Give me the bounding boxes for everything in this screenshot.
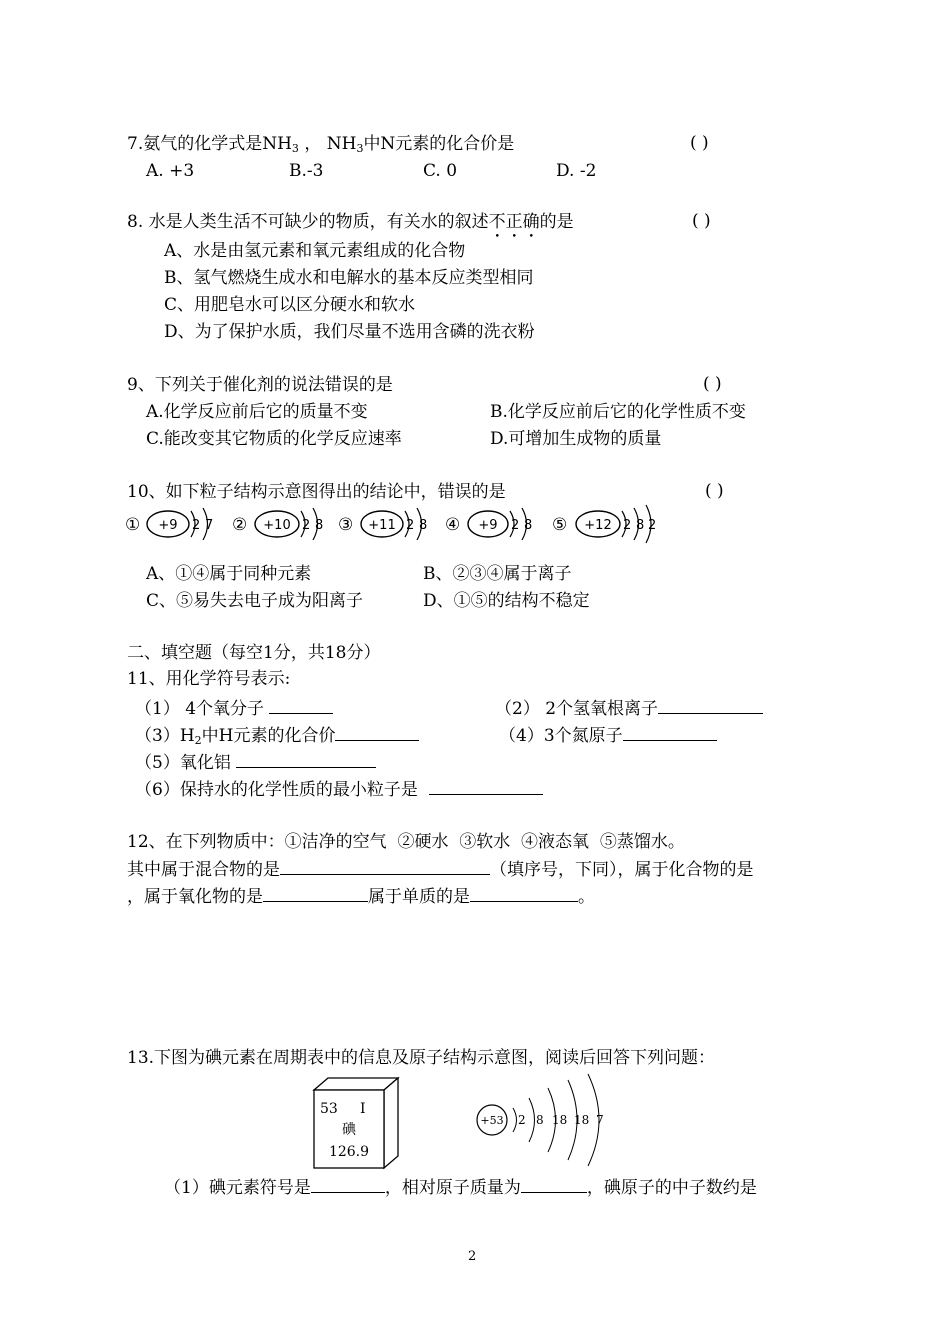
iodine-element-card — [306, 1076, 406, 1172]
answer-blank[interactable] — [269, 697, 333, 714]
diagram-number: ④ — [445, 515, 461, 535]
shell-count: 8 — [636, 518, 645, 533]
section-title: 二、填空题（每空1分，共18分） — [127, 643, 381, 663]
nucleus-charge: +9 — [158, 518, 178, 533]
electron-shell — [513, 1108, 517, 1132]
answer-blank[interactable] — [429, 778, 543, 795]
atomic-mass: 126.9 — [328, 1144, 370, 1160]
q12-line-2: 其中属于混合物的是 （填序号，下同），属于化合物的是 — [127, 860, 754, 880]
shell-count: 2 — [648, 518, 657, 533]
answer-blank[interactable] — [263, 885, 368, 902]
diagram-number: ③ — [338, 515, 354, 535]
answer-blank[interactable] — [658, 697, 763, 714]
q7-stem: 7.氨气的化学式是$NH_3$ ， $NH_3$中N元素的化合价是 — [127, 134, 515, 155]
q10-option-d: D、①⑤的结构不稳定 — [423, 591, 590, 611]
atomic-number: 53 — [320, 1101, 338, 1117]
q8-option-b: B、氢气燃烧生成水和电解水的基本反应类型相同 — [164, 268, 534, 288]
q7-option-a: A. +3 — [146, 161, 195, 181]
q10-option-a: A、①④属于同种元素 — [146, 564, 312, 584]
q10-option-b: B、②③④属于离子 — [423, 564, 572, 584]
atom-diagram-2 — [232, 508, 323, 540]
answer-blank[interactable] — [470, 885, 578, 902]
q9-option-b: B.化学反应前后它的化学性质不变 — [490, 402, 746, 422]
q12-line-3: ，属于氧化物的是 属于单质的是 。 — [127, 887, 595, 907]
q8-option-c: C、用肥皂水可以区分硬水和软水 — [164, 295, 416, 315]
q8-stem: 8. 水是人类生活不可缺少的物质，有关水的叙述不正确的是 — [127, 212, 574, 232]
diagram-number: ② — [232, 515, 248, 535]
q13-stem: 13.下图为碘元素在周期表中的信息及原子结构示意图，阅读后回答下列问题： — [127, 1048, 716, 1068]
nucleus-charge: +53 — [480, 1114, 504, 1127]
q10-option-c: C、⑤易失去电子成为阳离子 — [146, 591, 364, 611]
q11-item-3: $(3)H_2$中H元素的化合价 — [135, 724, 419, 752]
q11-item-6: （6）保持水的化学性质的最小粒子是 — [135, 778, 543, 801]
diagram-number: ⑤ — [552, 515, 568, 535]
nucleus-charge: +9 — [478, 518, 498, 533]
answer-blank[interactable] — [236, 751, 376, 768]
nucleus-charge: +12 — [584, 518, 612, 533]
shell-count: 2 — [518, 1113, 526, 1127]
shell-count: 18 — [552, 1113, 568, 1127]
q13-sub-question-1: （1）碘元素符号是 ，相对原子质量为 ，碘原子的中子数约是 — [164, 1178, 757, 1198]
q7-option-b: B.-3 — [289, 161, 324, 181]
diagram-number: ① — [125, 515, 141, 535]
shell-count: 2 — [406, 518, 415, 533]
q8-answer-paren: ( ) — [692, 211, 711, 231]
shell-count: 8 — [315, 518, 324, 533]
card-side-face — [384, 1078, 398, 1168]
answer-blank[interactable] — [311, 1176, 385, 1193]
shell-count: 8 — [419, 518, 428, 533]
answer-blank[interactable] — [623, 724, 717, 741]
q12-line-1: 12、在下列物质中：①洁净的空气 ②硬水 ③软水 ④液态氧 ⑤蒸馏水。 — [127, 832, 685, 852]
answer-blank[interactable] — [521, 1176, 587, 1193]
answer-blank[interactable] — [335, 724, 419, 741]
iodine-atom-diagram — [474, 1072, 624, 1168]
q11-item-1: （1） 4个氧分子 — [135, 697, 333, 720]
q11-item-4: （4）3个氮原子 — [499, 724, 717, 747]
atom-diagram-5 — [552, 505, 656, 543]
q10-answer-paren: ( ) — [705, 481, 724, 501]
q9-stem: 9、下列关于催化剂的说法错误的是 — [127, 375, 393, 395]
shell-count: 18 — [574, 1113, 590, 1127]
shell-count: 2 — [623, 518, 632, 533]
shell-count: 7 — [596, 1113, 604, 1127]
q9-option-c: C.能改变其它物质的化学反应速率 — [146, 429, 402, 449]
electron-shell — [529, 1098, 535, 1142]
q7-answer-paren: ( ) — [690, 133, 709, 153]
atom-diagram-1 — [125, 508, 213, 540]
q9-answer-paren: ( ) — [703, 374, 722, 394]
shell-count: 2 — [302, 518, 311, 533]
q11-item-2: （2） 2个氢氧根离子 — [495, 697, 763, 720]
shell-count: 7 — [205, 518, 214, 533]
q11-stem: 11、用化学符号表示: — [127, 669, 291, 689]
q9-option-d: D.可增加生成物的质量 — [490, 429, 662, 449]
nucleus-charge: +11 — [368, 518, 396, 533]
nucleus-charge: +10 — [263, 518, 291, 533]
element-name: 碘 — [342, 1122, 356, 1138]
element-symbol: I — [360, 1101, 366, 1117]
q8-option-d: D、为了保护水质，我们尽量不选用含磷的洗衣粉 — [164, 322, 535, 342]
q10-atom-diagrams — [125, 502, 665, 548]
shell-count: 2 — [511, 518, 520, 533]
answer-blank[interactable] — [280, 858, 490, 875]
shell-count: 8 — [524, 518, 533, 533]
q9-option-a: A.化学反应前后它的质量不变 — [146, 402, 368, 422]
page-number: 2 — [468, 1249, 477, 1264]
q7-option-c: C. 0 — [423, 161, 458, 181]
q11-item-5: （5）氧化铝 — [135, 751, 376, 774]
q8-option-a: A、水是由氢元素和氧元素组成的化合物 — [164, 241, 466, 261]
q10-stem: 10、如下粒子结构示意图得出的结论中，错误的是 — [127, 482, 506, 502]
q7-option-d: D. -2 — [556, 161, 597, 181]
shell-count: 8 — [536, 1113, 544, 1127]
atom-diagram-3 — [338, 508, 427, 540]
shell-count: 2 — [192, 518, 201, 533]
atom-diagram-4 — [445, 508, 532, 540]
